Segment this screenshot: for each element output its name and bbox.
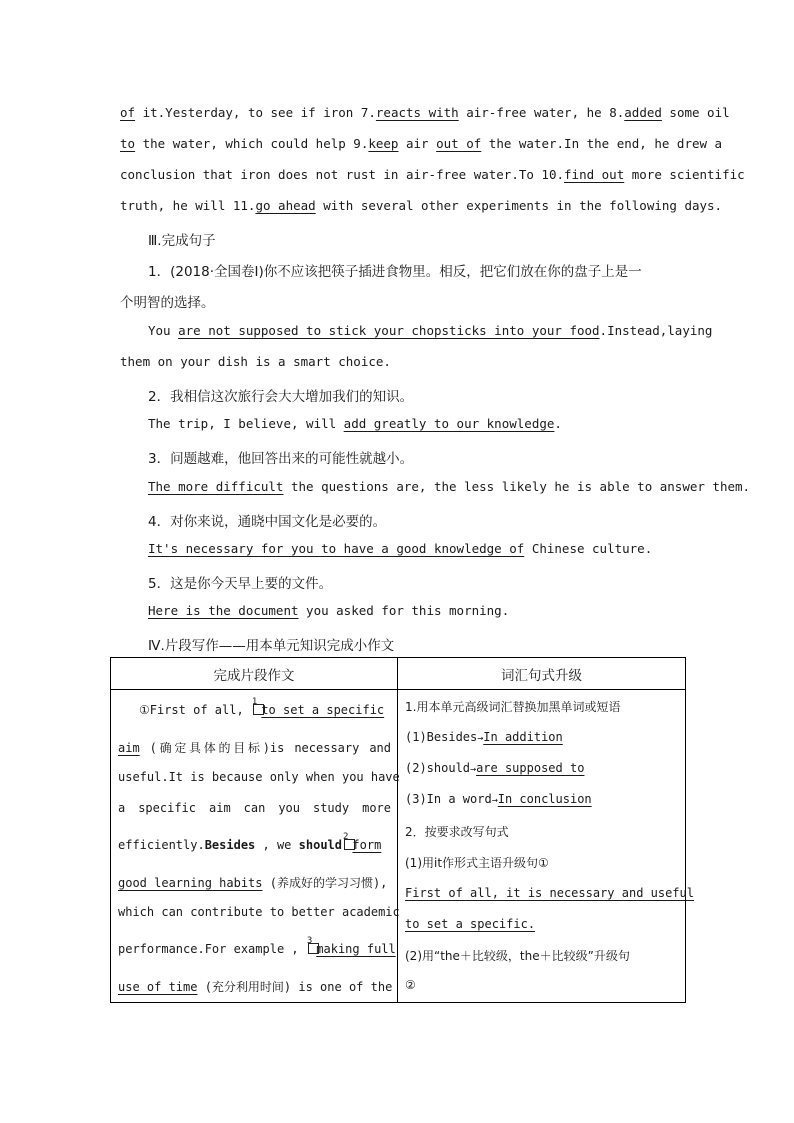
passage-line-1: of it.Yesterday, to see if iron 7.reacts with air-free water, he 8.added some oil (120, 105, 730, 120)
q1-chinese-cont: 个明智的选择。 (120, 295, 215, 311)
upgrade-answer-1-cont: to set a specific. (405, 917, 536, 931)
answer-7: reacts with (375, 105, 459, 120)
answer-9a: keep (368, 136, 399, 151)
essay-line-9: use of time (充分利用时间) is one of the (118, 980, 393, 994)
arrow-icon: → (470, 764, 477, 775)
answer-8: added (624, 105, 662, 120)
q4-answer: It's necessary for you to have a good knowledge of (148, 541, 525, 556)
essay-line-5: efficiently.Besides , we should$^2$form (118, 832, 382, 852)
answer-11: go ahead (255, 198, 316, 213)
passage-line-4: truth, he will 11.go ahead with several other experiments in the following days. (120, 198, 723, 213)
q2-chinese: 2．我相信这次旅行会大大增加我们的知识。 (148, 389, 414, 405)
q5-english: Here is the document you asked for this morning. (148, 603, 510, 618)
answer-9b: out of (436, 136, 482, 151)
passage-line-2: to the water, which could help 9.keep air out of the water.In the end, he drew a (120, 136, 723, 151)
upgrade-item-2: (2)should→are supposed to (405, 761, 585, 775)
bold-should: should (298, 838, 342, 852)
answer-of: of (120, 105, 136, 120)
answer-to: to (120, 136, 136, 151)
essay-line-6: good learning habits (养成好的学习习惯), (118, 876, 388, 890)
section-3-heading: Ⅲ.完成句子 (148, 233, 216, 249)
passage-line-3: conclusion that iron does not rust in air-free water.To 10.find out more scientific (120, 167, 745, 182)
bold-besides: Besides (204, 838, 256, 852)
upgrade-subtask-2: (2)用“the＋比较级，the＋比较级”升级句 (405, 949, 630, 963)
col-header-left: 完成片段作文 (111, 658, 398, 690)
section-4-heading: Ⅳ.片段写作——用本单元知识完成小作文 (148, 638, 395, 654)
q4-english: It's necessary for you to have a good knowledge of Chinese culture. (148, 541, 653, 556)
upgrade-subtask-1: (1)用it作形式主语升级句① (405, 856, 549, 870)
writing-table (110, 657, 694, 1003)
q3-english: The more difficult the questions are, the less likely he is able to answer them. (148, 479, 751, 494)
upgrade-subtask-2-cont: ② (405, 978, 416, 992)
essay-line-8: performance.For example , $^3$making full (118, 936, 396, 956)
answer-10: find out (564, 167, 625, 182)
col-header-right: 词汇句式升级 (398, 658, 686, 690)
q1-chinese: 1．(2018·全国卷Ⅰ)你不应该把筷子插进食物里。相反，把它们放在你的盘子上是一 (148, 264, 642, 280)
arrow-icon: → (477, 733, 484, 744)
essay-line-2: aim (确定具体的目标)is necessary and (118, 741, 391, 755)
q2-answer: add greatly to our knowledge (343, 416, 555, 431)
q5-answer: Here is the document (148, 603, 299, 618)
upgrade-item-1: (1)Besides→In addition (405, 730, 563, 744)
essay-cell (111, 690, 398, 1003)
upgrade-task-1: 1.用本单元高级词汇替换加黑单词或短语 (405, 700, 621, 714)
q1-english: You are not supposed to stick your chopsticks into your food.Instead,laying (148, 323, 713, 338)
q3-chinese: 3．问题越难，他回答出来的可能性就越小。 (148, 451, 414, 467)
upgrade-task-2: 2．按要求改写句式 (405, 825, 509, 839)
q2-english: The trip, I believe, will add greatly to our knowledge. (148, 416, 562, 431)
essay-line-7: which can contribute to better academic (118, 905, 400, 919)
essay-line-1: ①First of all, $^1$to set a specific (139, 697, 385, 717)
upgrade-cell (398, 690, 694, 1003)
essay-line-4: a specific aim can you study more (118, 801, 391, 815)
q3-answer: The more difficult (148, 479, 284, 494)
q4-chinese: 4．对你来说，通晓中国文化是必要的。 (148, 514, 387, 530)
q1-english-cont: them on your dish is a smart choice. (120, 354, 391, 369)
upgrade-answer-1: First of all, it is necessary and useful (405, 886, 694, 900)
upgrade-item-3: (3)In a word→In conclusion (405, 792, 592, 806)
q5-chinese: 5．这是你今天早上要的文件。 (148, 576, 333, 592)
essay-line-3: useful.It is because only when you have (118, 770, 400, 784)
q1-answer: are not supposed to stick your chopsticks into your food (178, 323, 600, 338)
arrow-icon: → (491, 795, 498, 806)
